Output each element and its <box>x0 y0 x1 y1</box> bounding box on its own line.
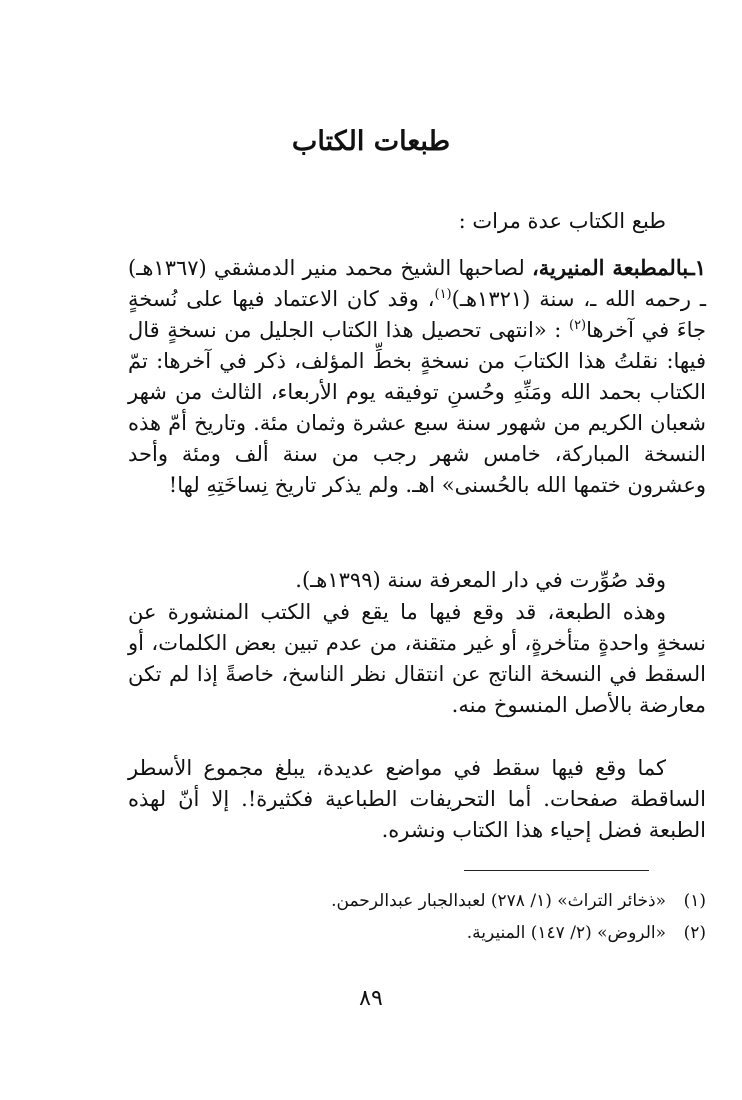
footnote-divider <box>464 870 649 871</box>
paragraph-omissions: كما وقع فيها سقط في مواضع عديدة، يبلغ مجموع الأسطر الساقطة صفحات. أما التحريفات الطباعية فكثيرة!. إلا أنّ لهذه الطبعة فضل إحياء هذا الكتاب ونشره. <box>128 756 706 842</box>
footnote-number: (١) <box>683 891 706 911</box>
paragraph-text-a: لصاحبها الشيخ محمد منير الدمشقي (١٣٦٧هـ) ـ رحمه الله ـ، سنة (١٣٢١هـ) <box>128 256 706 311</box>
item-number: ١ـ <box>688 255 706 280</box>
footnote-number: (٢) <box>683 923 706 943</box>
footnote-ref-2: (٢) <box>568 318 587 333</box>
page-number: ٨٩ <box>359 986 383 1011</box>
paragraph-edition-issues: وهذه الطبعة، قد وقع فيها ما يقع في الكتب المنشورة عن نسخةٍ واحدةٍ متأخرةٍ، أو غير متقنة، من عدم تبين بعض الكلمات، أو السقط في النسخة الناتج عن انتقال نظر الناسخ، خاصةً إذا لم تكن معارضة بالأصل المنسوخ منه. <box>128 600 706 717</box>
footnote-text: «الروض» (٢/ ١٤٧) المنيرية. <box>466 923 666 943</box>
footnote-2 <box>146 917 706 949</box>
footnotes <box>146 885 706 949</box>
footnote-1 <box>146 885 706 917</box>
paragraph-munira-edition <box>128 252 706 501</box>
intro-line: طبع الكتاب عدة مرات : <box>458 209 666 233</box>
paragraph-text-b: ، وقد كان الاعتماد فيها على نُسخةٍ جاءَ في آخرها <box>128 287 707 342</box>
footnote-text: «ذخائر التراث» (١/ ٢٧٨) لعبدالجبار عبدالرحمن. <box>331 891 666 911</box>
paragraph-text-c: : «انتهى تحصيل هذا الكتاب الجليل من نسخةٍ قال فيها: نقلتُ هذا الكتابَ من نسخةٍ بخطِّ المؤلف، ذكر في آخرها: تمّ الكتاب بحمد الله ومَنِّهِ وحُسنِ توفيقه يوم الأربعاء، الثالث من شهر شعبان الكريم من شهور سنة سبع عشرة وثمان مئة. وتاريخ أمّ هذه النسخة المباركة، خامس شهر رجب من سنة ألف ومئة وأحد وعشرون ختمها الله بالحُسنى» اهـ. ولم يذكر تاريخ نِساخَتِهِ لها! <box>128 318 706 497</box>
edition-name: بالمطبعة المنيرية، <box>531 255 689 280</box>
paragraph-reprint: وقد صُوِّرت في دار المعرفة سنة (١٣٩٩هـ). <box>295 568 666 592</box>
footnote-ref-1: (١) <box>434 287 452 302</box>
page-title: طبعات الكتاب <box>291 126 451 157</box>
